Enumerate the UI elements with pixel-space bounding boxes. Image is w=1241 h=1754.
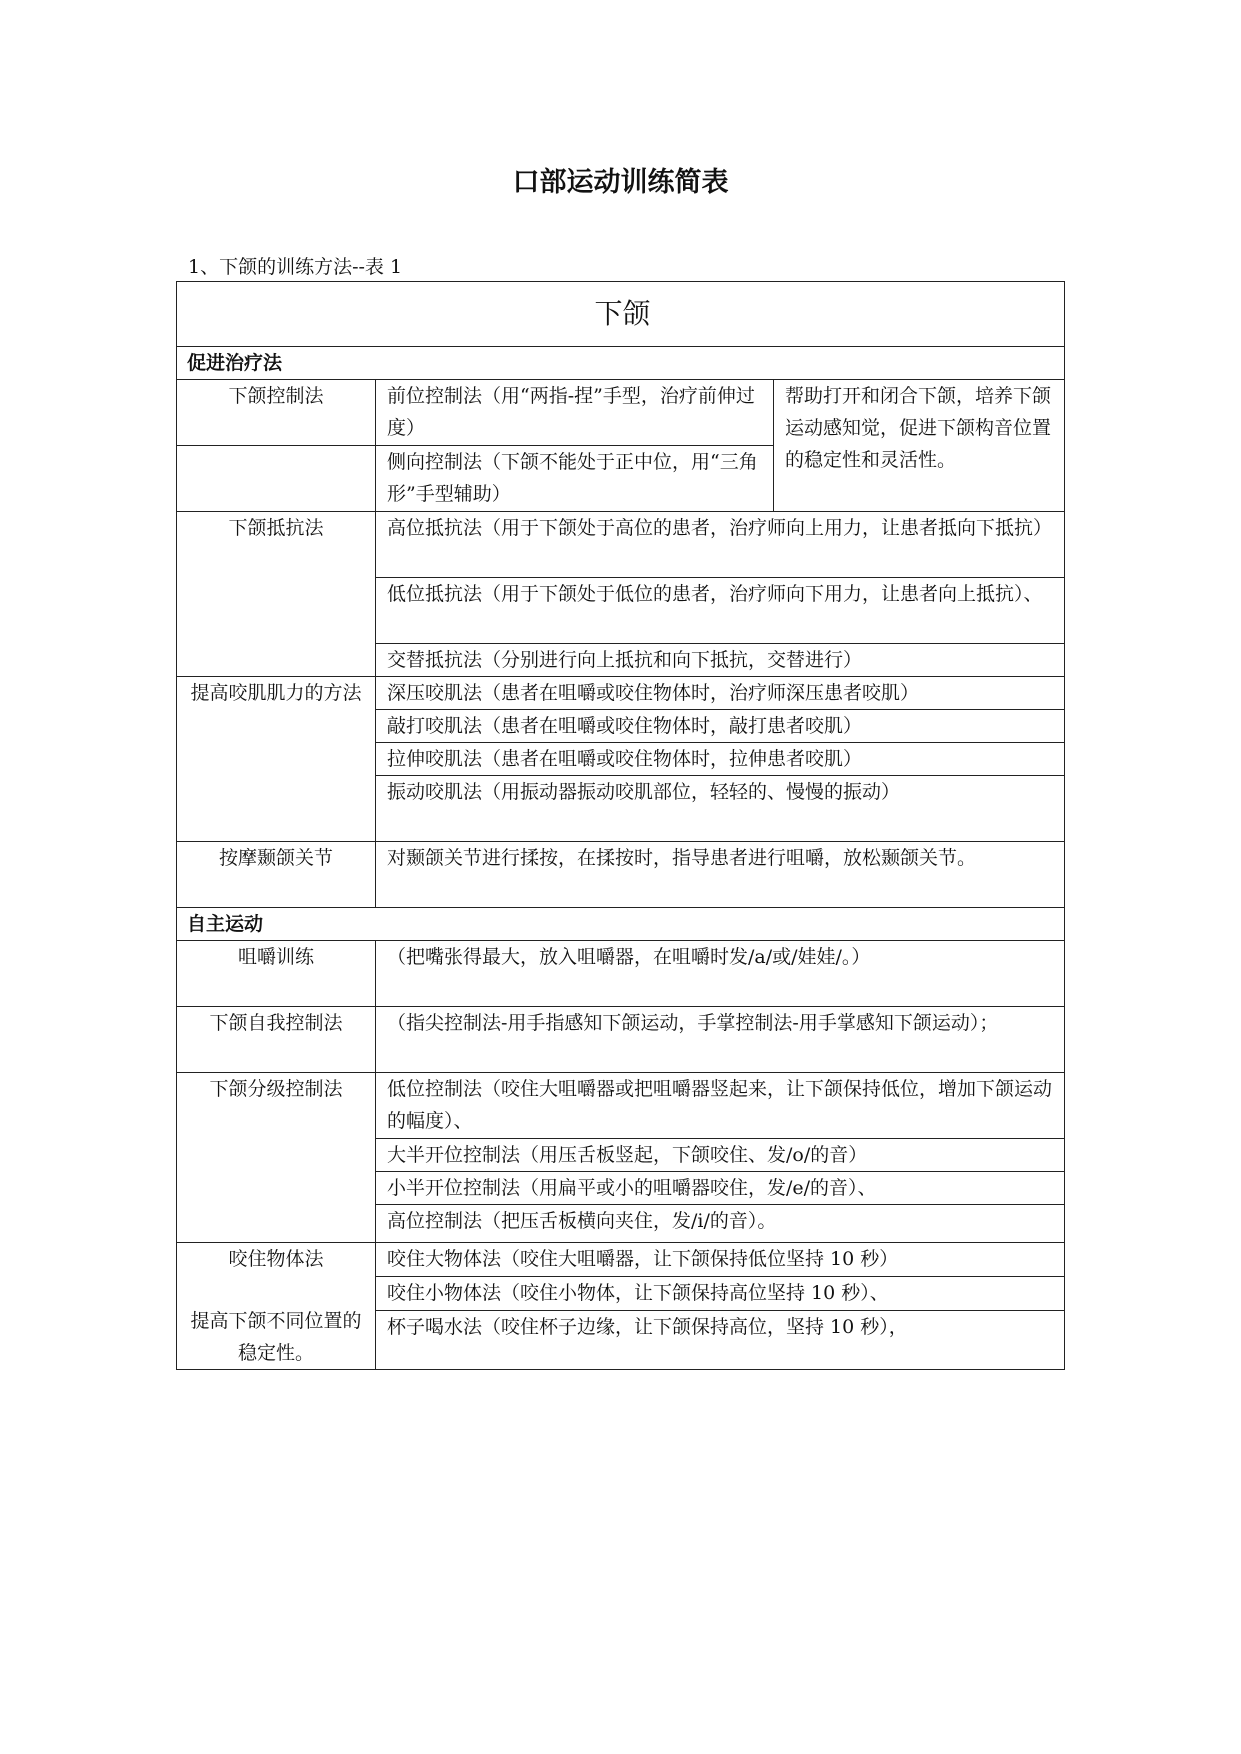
method-cell: 低位抵抗法（用于下颌处于低位的患者，治疗师向下用力，让患者向上抵抗）、 [376, 578, 1065, 644]
method-cell: 低位控制法（咬住大咀嚼器或把咀嚼器竖起来，让下颌保持低位，增加下颌运动的幅度）、 [376, 1073, 1065, 1139]
jaw-training-table [176, 281, 1065, 1370]
table-header: 下颌 [177, 282, 1065, 347]
table-caption: 1、下颌的训练方法--表 1 [188, 256, 403, 278]
category-cell: 按摩颞颌关节 [177, 842, 376, 908]
method-cell: 小半开位控制法（用扁平或小的咀嚼器咬住，发/e/的音）、 [376, 1172, 1065, 1205]
section-row [177, 908, 1065, 941]
method-cell: 敲打咬肌法（患者在咀嚼或咬住物体时，敲打患者咬肌） [376, 710, 1065, 743]
section-title-active: 自主运动 [177, 908, 1065, 941]
method-cell: 高位抵抗法（用于下颌处于高位的患者，治疗师向上用力，让患者抵向下抵抗） [376, 512, 1065, 578]
method-cell: 前位控制法（用“两指-捏”手型，治疗前伸过度） [376, 380, 774, 446]
method-cell: 杯子喝水法（咬住杯子边缘，让下颌保持高位，坚持 10 秒）， [376, 1311, 1065, 1370]
method-cell: 高位控制法（把压舌板横向夹住，发/i/的音）。 [376, 1205, 1065, 1243]
table-row [177, 1243, 1065, 1277]
method-cell: 咬住小物体法（咬住小物体，让下颌保持高位坚持 10 秒）、 [376, 1277, 1065, 1311]
table-row [177, 1073, 1065, 1139]
method-cell: 拉伸咬肌法（患者在咀嚼或咬住物体时，拉伸患者咬肌） [376, 743, 1065, 776]
method-cell: 深压咬肌法（患者在咀嚼或咬住物体时，治疗师深压患者咬肌） [376, 677, 1065, 710]
method-cell: 咬住大物体法（咬住大咀嚼器，让下颌保持低位坚持 10 秒） [376, 1243, 1065, 1277]
category-cell-empty [177, 446, 376, 512]
table-row [177, 1007, 1065, 1073]
table-row [177, 512, 1065, 578]
table-row [177, 380, 1065, 446]
note-cell: 帮助打开和闭合下颌，培养下颌运动感知觉，促进下颌构音位置的稳定性和灵活性。 [774, 380, 1065, 512]
method-cell: （把嘴张得最大，放入咀嚼器，在咀嚼时发/a/或/娃娃/。） [376, 941, 1065, 1007]
table-row [177, 842, 1065, 908]
method-cell: 大半开位控制法（用压舌板竖起，下颌咬住、发/o/的音） [376, 1139, 1065, 1172]
section-title-promote: 促进治疗法 [177, 347, 1065, 380]
method-cell: 侧向控制法（下颌不能处于正中位，用“三角形”手型辅助） [376, 446, 774, 512]
category-cell: 咀嚼训练 [177, 941, 376, 1007]
table-row [177, 677, 1065, 710]
method-cell: （指尖控制法-用手指感知下颌运动，手掌控制法-用手掌感知下颌运动）； [376, 1007, 1065, 1073]
method-cell: 对颞颌关节进行揉按，在揉按时，指导患者进行咀嚼，放松颞颌关节。 [376, 842, 1065, 908]
category-cell: 下颌自我控制法 [177, 1007, 376, 1073]
category-cell: 下颌抵抗法 [177, 512, 376, 677]
category-cell-bite [177, 1243, 376, 1370]
table-row [177, 941, 1065, 1007]
category-cell: 提高咬肌肌力的方法 [177, 677, 376, 842]
category-label: 咬住物体法 [228, 1248, 324, 1270]
category-cell: 下颌控制法 [177, 380, 376, 446]
section-row [177, 347, 1065, 380]
method-cell: 交替抵抗法（分别进行向上抵抗和向下抵抗，交替进行） [376, 644, 1065, 677]
method-cell: 振动咬肌法（用振动器振动咬肌部位，轻轻的、慢慢的振动） [376, 776, 1065, 842]
page-title: 口部运动训练简表 [512, 167, 729, 198]
category-cell: 下颌分级控制法 [177, 1073, 376, 1243]
category-note: 提高下颌不同位置的稳定性。 [190, 1310, 362, 1364]
table-header-row [177, 282, 1065, 347]
